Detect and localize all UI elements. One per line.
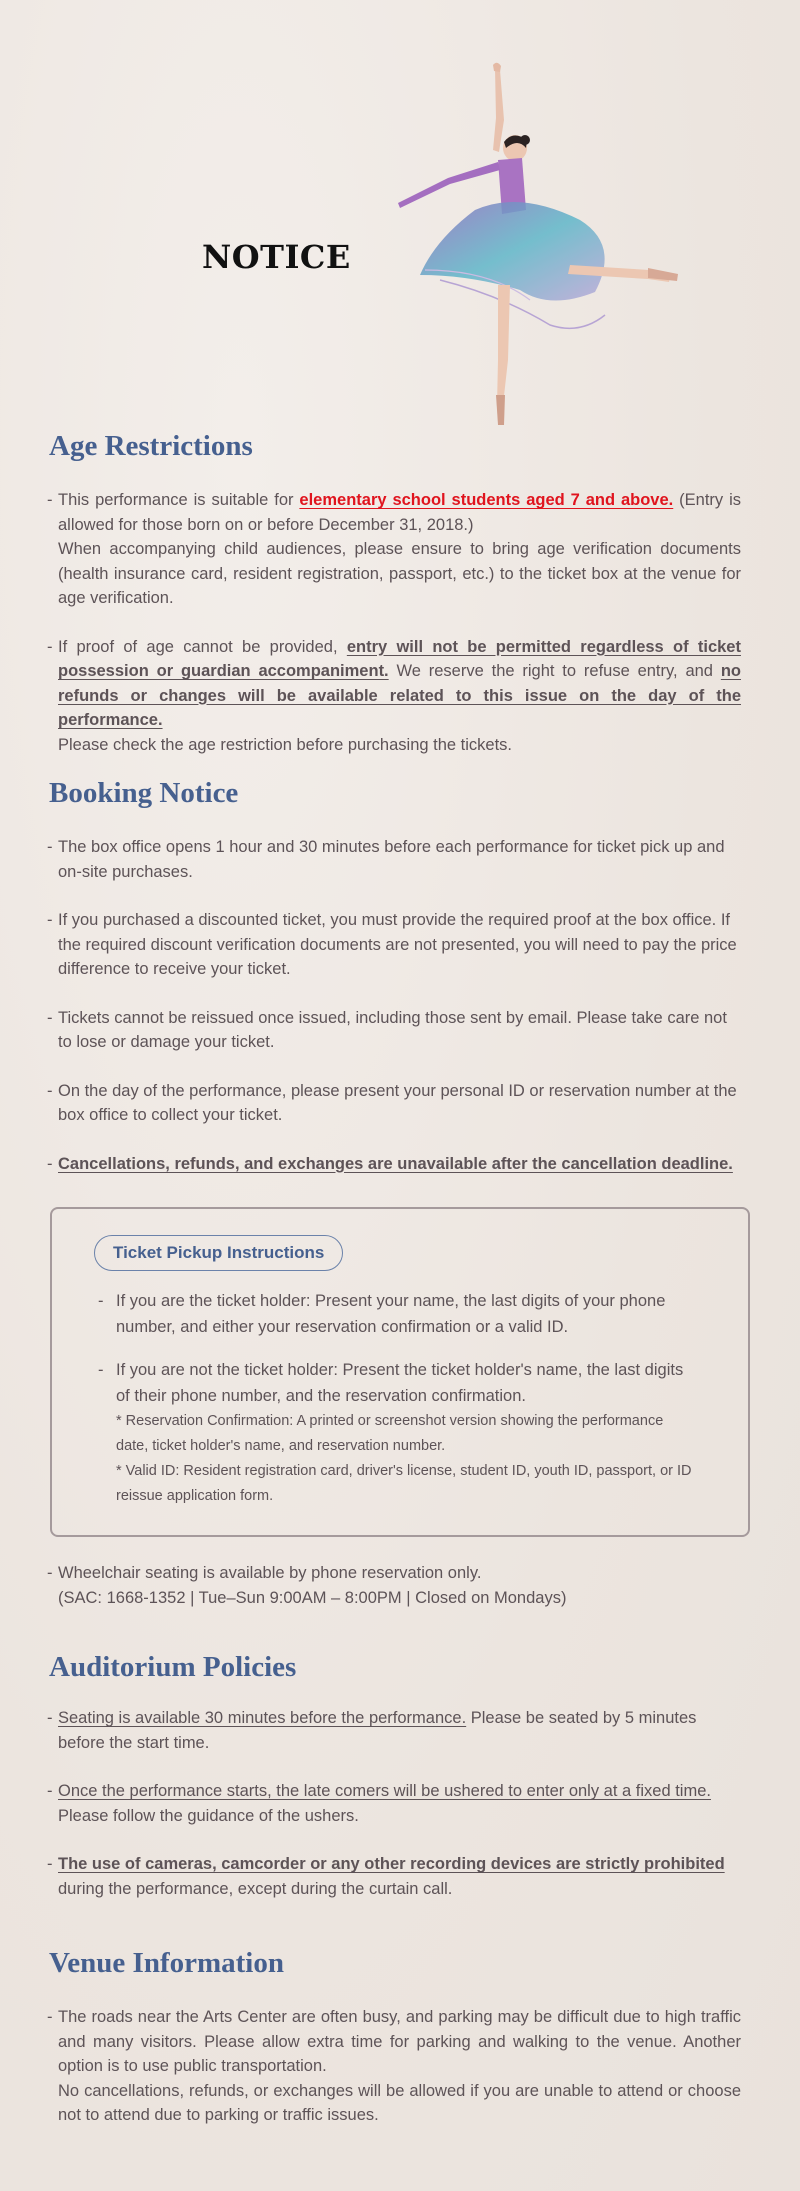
page-title: NOTICE: [202, 238, 351, 276]
latecomer-text: Once the performance starts, the late comers will be ushered to enter only at a fixed time.: [58, 1782, 711, 1800]
venue-traffic-text: The roads near the Arts Center are often busy, and parking may be difficult due to high traffic and many visitors. Please allow extra time for parking and walking to the venue. Another option is to use public transportation.: [58, 2008, 741, 2075]
auditorium-policies-section: [47, 1706, 741, 1901]
venue-no-refund-text: No cancellations, refunds, or exchanges will be allowed if you are unable to attend or choose not to attend due to parking or traffic issues.: [58, 2081, 741, 2124]
booking-notice-heading: Booking Notice: [49, 777, 239, 809]
list-item: [47, 488, 741, 611]
age-birth-note: (Entry is allowed for those born on or before December 31, 2018.): [58, 491, 741, 534]
seating-text: Seating is available 30 minutes before the performance.: [58, 1709, 467, 1727]
list-item: [47, 635, 741, 758]
contact-info: (SAC: 1668-1352 | Tue–Sun 9:00AM – 8:00PM | Closed on Mondays): [58, 1588, 567, 1607]
refuse-text: We reserve the right to refuse entry, and: [388, 662, 721, 680]
list-item: [98, 1357, 698, 1509]
list-item: - If you purchased a discounted ticket, you must provide the required proof at the box office. If the required discount verification documents are not presented, you will need to pay the price difference to receive your ticket.: [47, 908, 741, 982]
latecomer-rest: Please follow the guidance of the ushers.: [58, 1806, 359, 1825]
list-item: [47, 1779, 741, 1828]
venue-information-heading: Venue Information: [49, 1947, 284, 1979]
ballet-dancer-illustration: [380, 60, 680, 430]
proof-text: If proof of age cannot be provided,: [58, 637, 347, 656]
valid-id-note: * Valid ID: Resident registration card, driver's license, student ID, youth ID, passport, or ID reissue application form.: [116, 1463, 692, 1504]
pickup-holder-item: [98, 1288, 698, 1340]
ticket-pickup-title: Ticket Pickup Instructions: [94, 1235, 343, 1271]
age-restrictions-heading: Age Restrictions: [49, 430, 253, 462]
list-item: [47, 1561, 741, 1610]
list-item: - Tickets cannot be reissued once issued, including those sent by email. Please take care not to lose or damage your ticket.: [47, 1006, 741, 1055]
list-item: [47, 2005, 741, 2128]
wheelchair-text: Wheelchair seating is available by phone reservation only.: [58, 1564, 482, 1582]
entry-denied-text: entry will not be permitted regardless of ticket possession or guardian accompaniment.: [58, 637, 741, 680]
age-verification-note: When accompanying child audiences, please ensure to bring age verification documents (health insurance card, resident registration, passport, etc.) to the ticket box at the venue for age verification.: [58, 540, 741, 607]
auditorium-policies-heading: Auditorium Policies: [49, 1651, 297, 1683]
age-restrictions-section: [47, 488, 741, 757]
check-age-text: Please check the age restriction before purchasing the tickets.: [58, 735, 512, 754]
age-text: This performance is suitable for: [58, 491, 300, 509]
non-holder-text: If you are not the ticket holder: Present the ticket holder's name, the last digits of their phone number, and the reservation confirmation.: [116, 1361, 684, 1405]
list-item: - The box office opens 1 hour and 30 minutes before each performance for ticket pick up and on-site purchases.: [47, 835, 741, 884]
recording-rest: during the performance, except during the curtain call.: [58, 1879, 453, 1898]
age-highlight: elementary school students aged 7 and above.: [299, 491, 674, 509]
list-item: [47, 1852, 741, 1901]
pickup-non-holder-item: [98, 1357, 698, 1509]
wheelchair-section: [47, 1561, 741, 1610]
seating-rest: Please be seated by 5 minutes before the start time.: [58, 1709, 697, 1752]
recording-prohibited-text: The use of cameras, camcorder or any other recording devices are strictly prohibited: [58, 1855, 725, 1873]
no-refund-text: no refunds or changes will be available related to this issue on the day of the performance.: [58, 662, 741, 729]
list-item: [47, 1706, 741, 1755]
list-item: [47, 1152, 741, 1177]
ticket-pickup-box: [50, 1207, 750, 1537]
list-item: - If you are the ticket holder: Present your name, the last digits of your phone number, and either your reservation confirmation or a valid ID.: [98, 1288, 698, 1340]
cancellation-deadline-text: Cancellations, refunds, and exchanges are unavailable after the cancellation deadline.: [58, 1154, 733, 1173]
list-item: - On the day of the performance, please present your personal ID or reservation number at the box office to collect your ticket.: [47, 1079, 741, 1128]
reservation-confirmation-note: * Reservation Confirmation: A printed or screenshot version showing the performance date, ticket holder's name, and reservation number.: [116, 1413, 664, 1454]
venue-information-section: [47, 2005, 741, 2128]
booking-notice-section: [47, 835, 741, 1176]
